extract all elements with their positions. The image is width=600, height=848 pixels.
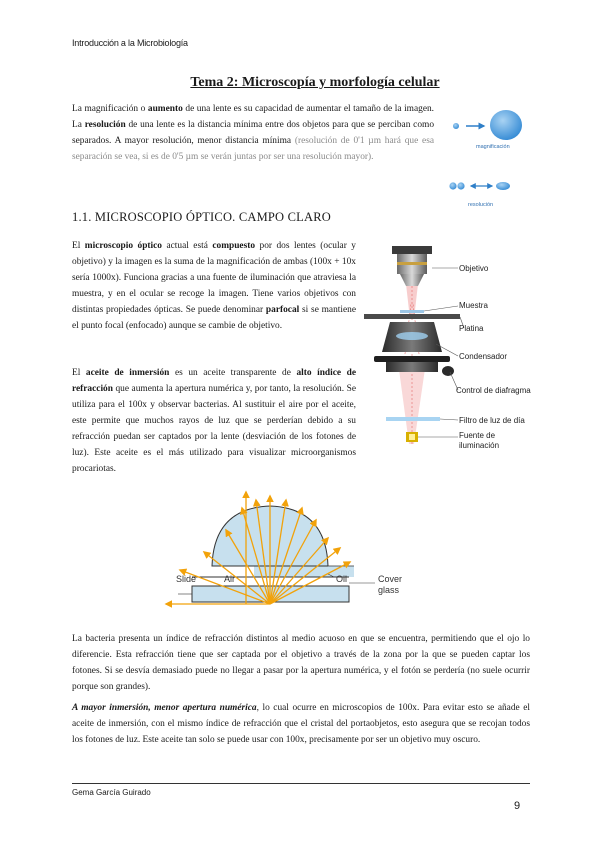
p1-bold-microscopio: microscopio óptico — [84, 241, 162, 251]
objective-band — [397, 262, 427, 265]
diaphragm-lever — [442, 366, 454, 376]
page-title: Tema 2: Microscopía y morfología celular — [190, 75, 440, 90]
p2-bold-indice: alto índice de refracción — [72, 368, 356, 394]
stage — [364, 314, 460, 319]
label-filtro: Filtro de luz de día — [459, 416, 525, 425]
page-number: 9 — [514, 800, 521, 812]
label-glass: glass — [378, 585, 400, 595]
diaphragm-ring — [374, 356, 450, 362]
leader-line — [440, 419, 458, 420]
bacteria-paragraph: La bacteria presenta un índice de refracción distintos al medio acuoso en que se encuentra, permitiendo que el ojo lo diferencie. Esta refracción tiene que ser captada por el objetivo a través de la zona por la que se pueden captar los fotones. Si se desvía demasiado puede no llegar a pasar por la apertura numérica, y el fotón se perdería (no suele ocurrir porque son grandes). — [72, 634, 530, 692]
microscope-diagram — [364, 244, 534, 450]
numerical-aperture-paragraph — [72, 700, 530, 748]
label-objetivo: Objetivo — [459, 264, 489, 273]
unresolved-dot-1 — [449, 182, 456, 189]
lamp-bulb — [409, 434, 415, 440]
p4-text: , lo cual ocurre en microscopios de 100x. Para evitar esto se añade el aceite de inmersión, con el mismo índice de refracción que el cristal del portaobjetos, esto asegura que se recojan todos los fotones de luz. Este aceite tan solo se puede usar con 100x, precisamente por ser un objetivo muy oscuro. — [72, 703, 530, 745]
p1-bold-parfocal: parfocal — [265, 305, 300, 315]
label-slide: Slide — [176, 574, 197, 584]
section-heading: 1.1. MICROSCOPIO ÓPTICO. CAMPO CLARO — [72, 210, 331, 224]
intro-paragraph — [72, 101, 434, 165]
p1-text: si se mantiene el punto focal (enfocado) aunque se cambie de objetivo. — [72, 305, 356, 331]
resolution-label: resolución — [468, 202, 494, 208]
microscope-paragraph — [72, 238, 356, 334]
magnification-label: magnificación — [476, 144, 510, 150]
label-condensador: Condensador — [459, 352, 508, 361]
condenser-lens — [396, 332, 428, 340]
label-air: Air — [224, 574, 235, 584]
intro-bold-aumento: aumento — [147, 104, 183, 114]
intro-text: La magnificación o — [72, 104, 148, 114]
label-muestra: Muestra — [459, 301, 488, 310]
daylight-filter — [386, 417, 440, 421]
p1-text: actual está — [162, 241, 213, 251]
label-oil: Oil — [336, 574, 347, 584]
label-cover: Cover — [378, 574, 403, 584]
footer-divider — [72, 783, 530, 784]
footer-author: Gema García Guirado — [72, 788, 151, 797]
p2-text: que aumenta la apertura numérica y, por tanto, la resolución. Se utiliza para el 100x y observar bacterias. Al sustituir el aire por el aceite, este permite que muchos rayos de luz que se perderían debido a su refracción puedan ser captados por la lente (desviación de los fotones de luz). Este aceite es el más utilizado para visualizar microorganismos procariotas. — [72, 384, 356, 474]
oil-immersion-paragraph — [72, 365, 356, 477]
p2-text: es un aceite transparente de — [169, 368, 297, 378]
intro-note: (resolución de 0'1 µm hará que esa separación se vea, si es de 0'5 µm se verán juntas por ser una resolución mayor). — [72, 136, 435, 162]
p1-text: por dos lentes (ocular y objetivo) y la imagen es la suma de la magnificación de ambas (100x + 10x sería 1000x). Funciona gracias a una fuente de iluminación que atraviesa la muestra, y en el ocular se recoge la imagen. Tiene varios objetivos con distintas propiedades ópticas. Se puede denominar — [72, 241, 356, 315]
refraction-diagram — [150, 486, 440, 621]
label-iluminacion: iluminación — [459, 441, 500, 450]
small-object-dot — [453, 123, 459, 129]
leader-line — [424, 306, 458, 311]
diaphragm-base — [386, 362, 438, 372]
intro-text: de una lente es la distancia mínima entre dos objetos para que se perciban como separados. A mayor resolución, menor distancia mínima — [72, 120, 435, 146]
objective-tip — [400, 274, 424, 286]
p4-bold-italic: A mayor inmersión, menor apertura numérica — [72, 703, 257, 713]
label-diafragma: Control de diafragma — [456, 386, 531, 395]
intro-bold-resolucion: resolución — [84, 120, 126, 130]
p2-text: El — [72, 368, 86, 378]
p2-bold-aceite: aceite de inmersión — [85, 368, 170, 378]
magnified-object — [490, 110, 522, 140]
light-beam-upper — [406, 284, 418, 319]
magnification-resolution-diagram — [444, 100, 554, 212]
p1-text: El — [72, 241, 85, 251]
objective-top — [392, 246, 432, 254]
running-header: Introducción a la Microbiología — [72, 38, 188, 48]
intro-text: de una lente es su capacidad de aumentar el tamaño de la imagen. La — [72, 104, 435, 130]
sample-slide — [400, 310, 424, 313]
label-platina: Platina — [459, 324, 484, 333]
resolved-blob — [496, 182, 510, 190]
unresolved-dot-2 — [457, 182, 464, 189]
p1-bold-compuesto: compuesto — [212, 241, 256, 251]
label-fuente: Fuente de — [459, 431, 496, 440]
